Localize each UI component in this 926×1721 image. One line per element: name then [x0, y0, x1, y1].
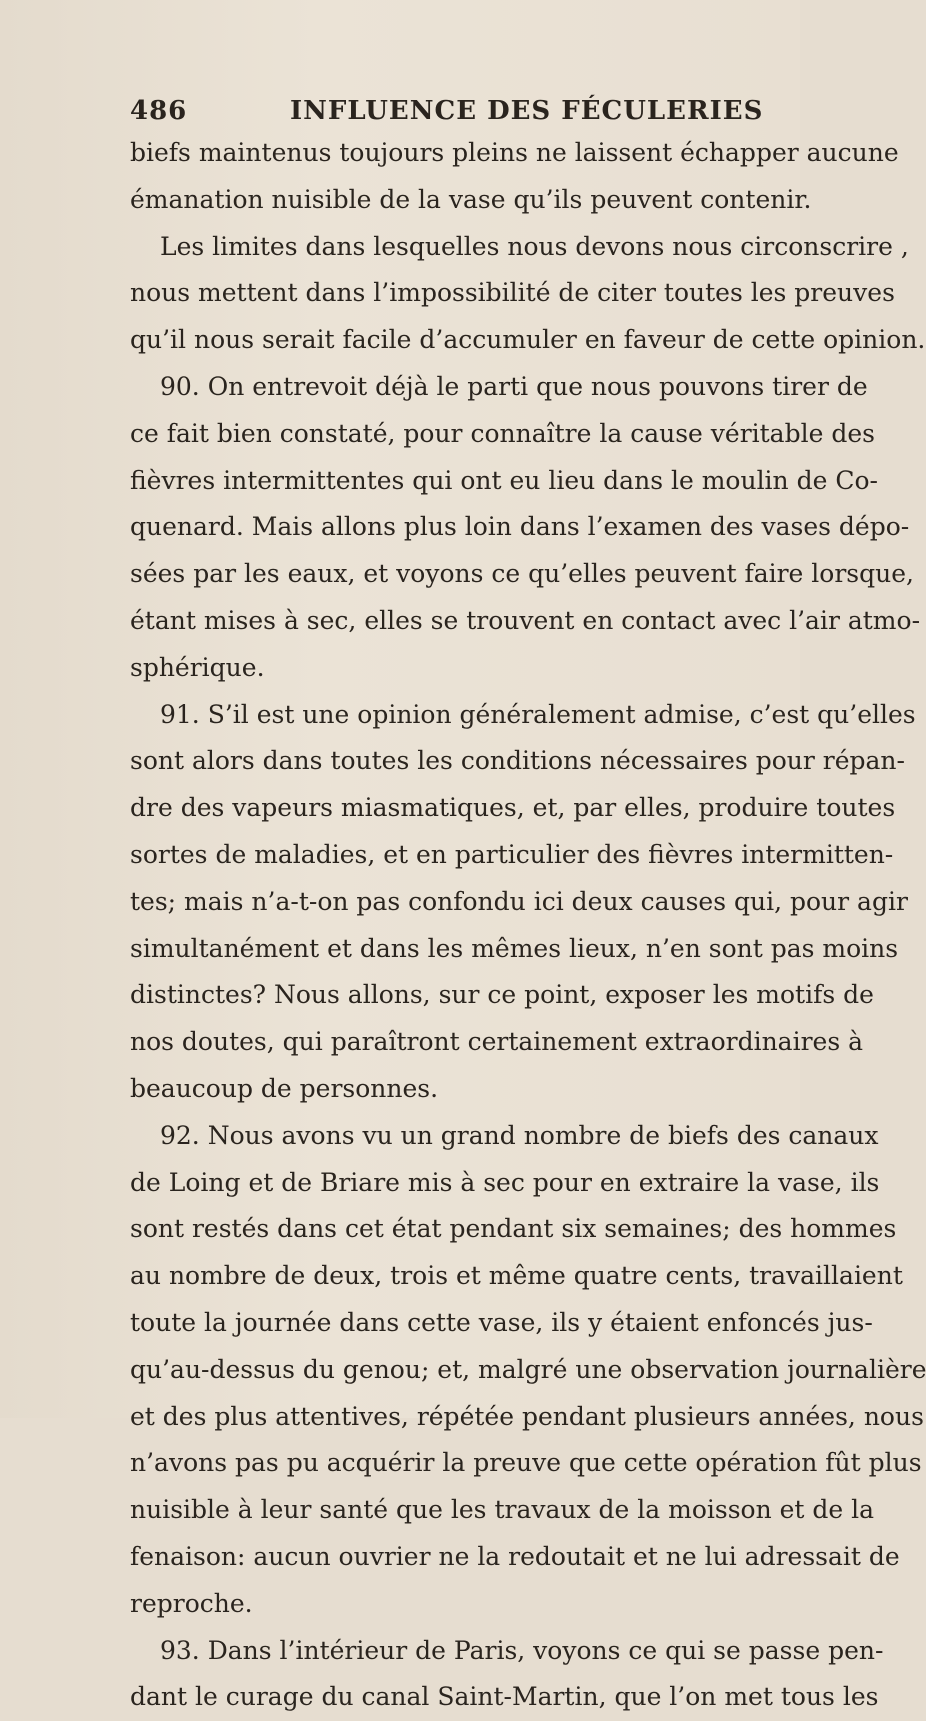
text-line: fenaison: aucun ouvrier ne la redoutait et ne lui adressait de [130, 1541, 900, 1571]
text-line: sont alors dans toutes les conditions nécessaires pour répan- [130, 746, 905, 776]
text-line: fièvres intermittentes qui ont eu lieu dans le moulin de Co- [130, 465, 878, 495]
body-text [130, 130, 926, 1721]
text-line: sont restés dans cet état pendant six semaines; des hommes [130, 1214, 897, 1244]
text-line: qu’il nous serait facile d’accumuler en faveur de cette opinion. [130, 325, 926, 355]
text-line: ce fait bien constaté, pour connaître la cause véritable des [130, 418, 875, 448]
page-number: 486 [130, 96, 188, 126]
text-line: tes; mais n’a-t-on pas confondu ici deux causes qui, pour agir [130, 886, 908, 916]
text-line: et des plus attentives, répétée pendant plusieurs années, nous [130, 1401, 924, 1431]
running-title: INFLUENCE DES FÉCULERIES [290, 96, 764, 126]
text-line: toute la journée dans cette vase, ils y étaient enfoncés jus- [130, 1307, 873, 1337]
text-line: émanation nuisible de la vase qu’ils peuvent contenir. [130, 184, 812, 214]
text-line: distinctes? Nous allons, sur ce point, exposer les motifs de [130, 980, 874, 1010]
text-line: quenard. Mais allons plus loin dans l’examen des vases dépo- [130, 512, 910, 542]
text-line: nuisible à leur santé que les travaux de la moisson et de la [130, 1495, 875, 1525]
text-line: Les limites dans lesquelles nous devons nous circonscrire , [160, 231, 909, 261]
text-line: reproche. [130, 1588, 253, 1618]
text-line: au nombre de deux, trois et même quatre cents, travaillaient [130, 1261, 903, 1291]
text-line: nous mettent dans l’impossibilité de citer toutes les preuves [130, 278, 895, 308]
text-line: beaucoup de personnes. [130, 1073, 439, 1103]
text-line: 93. Dans l’intérieur de Paris, voyons ce qui se passe pen- [160, 1635, 884, 1665]
text-line: 92. Nous avons vu un grand nombre de biefs des canaux [160, 1120, 879, 1150]
text-line: dre des vapeurs miasmatiques, et, par elles, produire toutes [130, 793, 896, 823]
text-line: qu’au-dessus du genou; et, malgré une observation journalière [130, 1354, 926, 1384]
text-line: simultanément et dans les mêmes lieux, n’en sont pas moins [130, 933, 899, 963]
text-line: de Loing et de Briare mis à sec pour en extraire la vase, ils [130, 1167, 880, 1197]
text-line: sortes de maladies, et en particulier des fièvres intermitten- [130, 839, 894, 869]
text-line: sphérique. [130, 652, 265, 682]
text-line: 91. S’il est une opinion généralement admise, c’est qu’elles [160, 699, 916, 729]
text-line: étant mises à sec, elles se trouvent en contact avec l’air atmo- [130, 605, 921, 635]
text-line: sées par les eaux, et voyons ce qu’elles peuvent faire lorsque, [130, 559, 914, 589]
text-line: nos doutes, qui paraîtront certainement extraordinaires à [130, 1027, 864, 1057]
text-line: n’avons pas pu acquérir la preuve que cette opération fût plus [130, 1448, 922, 1478]
text-line: dant le curage du canal Saint-Martin, que l’on met tous les [130, 1682, 879, 1712]
text-line: 90. On entrevoit déjà le parti que nous pouvons tirer de [160, 371, 868, 401]
text-line: biefs maintenus toujours pleins ne laissent échapper aucune [130, 138, 899, 167]
